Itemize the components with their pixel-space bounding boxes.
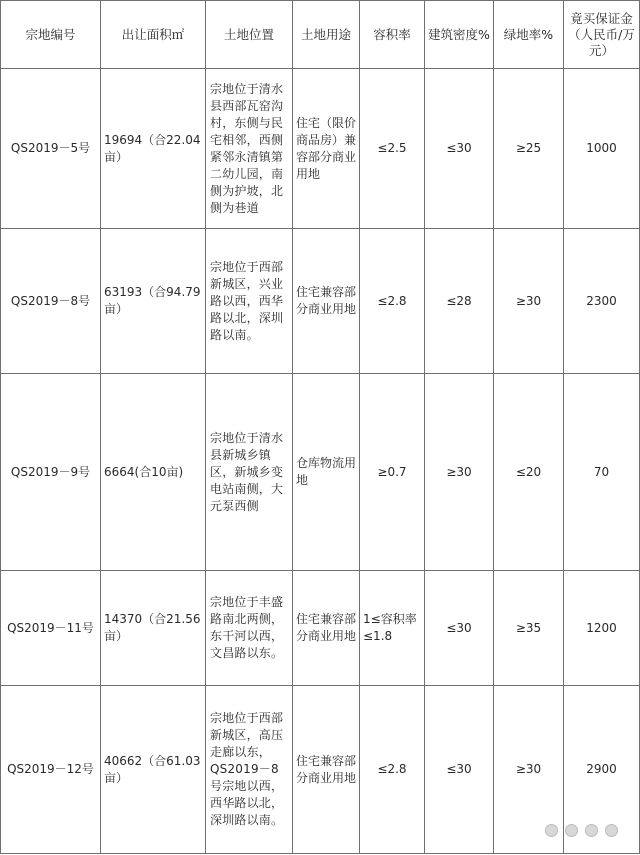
land-use-cell: 住宅兼容部分商业用地	[293, 686, 360, 854]
parcel-id-cell: QS2019－12号	[1, 686, 101, 854]
deposit-cell: 1000	[564, 69, 640, 229]
location-cell: 宗地位于丰盛路南北两侧，东干河以西，文昌路以东。	[206, 571, 293, 686]
parcel-id-cell: QS2019－8号	[1, 229, 101, 374]
land-use-cell: 住宅兼容部分商业用地	[293, 571, 360, 686]
deposit-cell: 70	[564, 374, 640, 571]
floor-area-ratio-cell: 1≤容积率≤1.8	[360, 571, 425, 686]
land-use-cell: 住宅（限价商品房）兼容部分商业用地	[293, 69, 360, 229]
watermark-dot-icon	[605, 824, 618, 837]
building-density-cell: ≥30	[425, 374, 494, 571]
header-area: 出让面积㎡	[101, 1, 206, 69]
deposit-cell: 1200	[564, 571, 640, 686]
area-cell: 63193（合94.79亩）	[101, 229, 206, 374]
header-floor-area-ratio: 容积率	[360, 1, 425, 69]
location-cell: 宗地位于清水县新城乡镇区，新城乡变电站南侧，大元泵西侧	[206, 374, 293, 571]
watermark-dot-icon	[545, 824, 558, 837]
header-deposit: 竟买保证金（人民币/万元）	[564, 1, 640, 69]
location-cell: 宗地位于清水县西部瓦窑沟村，东侧与民宅相邻，西侧紧邻永清镇第二幼儿园，南侧为护坡，北侧为巷道	[206, 69, 293, 229]
green-ratio-cell: ≤20	[494, 374, 564, 571]
header-green-ratio: 绿地率%	[494, 1, 564, 69]
building-density-cell: ≤30	[425, 571, 494, 686]
header-location: 土地位置	[206, 1, 293, 69]
green-ratio-cell: ≥25	[494, 69, 564, 229]
parcel-id-cell: QS2019－5号	[1, 69, 101, 229]
parcel-id-cell: QS2019－9号	[1, 374, 101, 571]
table-row	[1, 374, 640, 571]
deposit-cell: 2900	[564, 686, 640, 854]
location-cell: 宗地位于西部新城区，兴业路以西，西华路以北，深圳路以南。	[206, 229, 293, 374]
location-cell: 宗地位于西部新城区，高压走廊以东，QS2019－8号宗地以西，西华路以北，深圳路以南。	[206, 686, 293, 854]
green-ratio-cell: ≥30	[494, 229, 564, 374]
table-row	[1, 571, 640, 686]
header-building-density: 建筑密度%	[425, 1, 494, 69]
watermark-dot-icon	[565, 824, 578, 837]
land-use-cell: 仓库物流用地	[293, 374, 360, 571]
watermark-dots	[545, 816, 625, 844]
table-row	[1, 229, 640, 374]
area-cell: 40662（合61.03亩）	[101, 686, 206, 854]
building-density-cell: ≤28	[425, 229, 494, 374]
header-land-use: 土地用途	[293, 1, 360, 69]
land-use-cell: 住宅兼容部分商业用地	[293, 229, 360, 374]
table-row	[1, 69, 640, 229]
parcel-id-cell: QS2019－11号	[1, 571, 101, 686]
watermark-dot-icon	[585, 824, 598, 837]
deposit-cell: 2300	[564, 229, 640, 374]
header-parcel-id: 宗地编号	[1, 1, 101, 69]
area-cell: 14370（合21.56亩）	[101, 571, 206, 686]
building-density-cell: ≤30	[425, 69, 494, 229]
area-cell: 6664(合10亩)	[101, 374, 206, 571]
floor-area-ratio-cell: ≤2.8	[360, 686, 425, 854]
green-ratio-cell: ≥30	[494, 686, 564, 854]
building-density-cell: ≤30	[425, 686, 494, 854]
floor-area-ratio-cell: ≤2.5	[360, 69, 425, 229]
area-cell: 19694（合22.04亩）	[101, 69, 206, 229]
floor-area-ratio-cell: ≤2.8	[360, 229, 425, 374]
table-row	[1, 686, 640, 854]
header-row	[1, 1, 640, 69]
floor-area-ratio-cell: ≥0.7	[360, 374, 425, 571]
green-ratio-cell: ≥35	[494, 571, 564, 686]
